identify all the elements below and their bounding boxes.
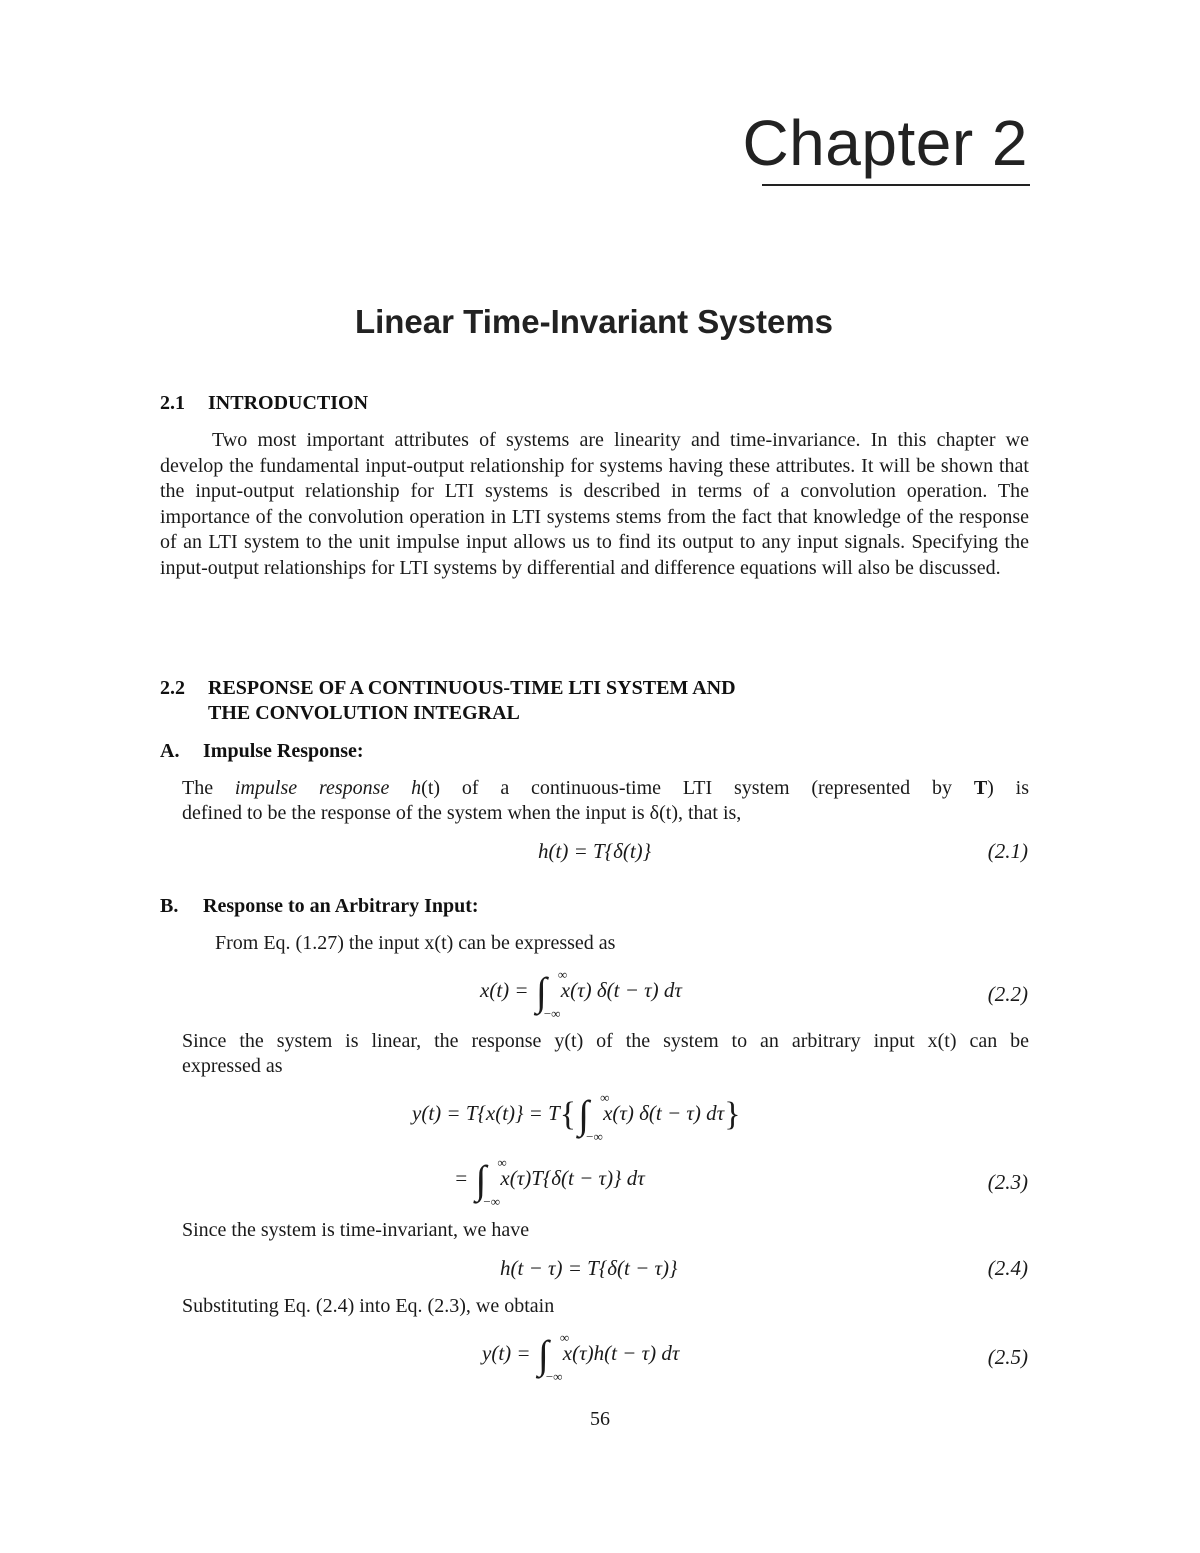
page-number: 56 [590, 1408, 610, 1430]
subsection-letter: A. [160, 740, 180, 762]
section-number: 2.1 [160, 392, 185, 414]
equation-2-4: h(t − τ) = T{δ(t − τ)} [500, 1256, 678, 1280]
section-title-line1: RESPONSE OF A CONTINUOUS-TIME LTI SYSTEM AND [208, 677, 736, 699]
from-eq-text: From Eq. (1.27) the input x(t) can be expressed as [215, 932, 616, 954]
section-title: INTRODUCTION [208, 392, 369, 414]
chapter-label: Chapter 2 [742, 107, 1028, 179]
substituting-text: Substituting Eq. (2.4) into Eq. (2.3), we obtain [182, 1295, 555, 1317]
subsection-heading-a [160, 740, 364, 763]
since-ti-text: Since the system is time-invariant, we have [182, 1219, 530, 1241]
equation-number-2-5: (2.5) [987, 1345, 1028, 1369]
integral-sign: ∫ ∞ −∞ [535, 967, 568, 1021]
subsection-letter: B. [160, 895, 179, 917]
chapter-rule [762, 184, 1030, 186]
integral-sign: ∫ ∞ −∞ [475, 1155, 507, 1209]
intro-paragraph [160, 428, 1029, 581]
equation-2-3-line2: = ∫ ∞ −∞ x(τ)T{δ(t − τ)} dτ [454, 1155, 645, 1209]
subsection-heading-b [160, 895, 479, 918]
section-heading-intro [160, 392, 368, 415]
section-title-line2: THE CONVOLUTION INTEGRAL [208, 702, 520, 724]
chapter-title: Linear Time-Invariant Systems [354, 303, 834, 340]
section-number: 2.2 [160, 677, 185, 699]
equation-number-2-3: (2.3) [987, 1170, 1028, 1194]
since-linear-line1: Since the system is linear, the response y(t) of the system to an arbitrary input x(t) can be [182, 1030, 1029, 1052]
equation-2-2: x(t) = ∫ ∞ −∞ x(τ) δ(t − τ) dτ [480, 967, 682, 1021]
impulse-paragraph-line1: The impulse response h(t) of a continuous-time LTI system (represented by T) is [182, 777, 1029, 799]
integral-sign: ∫ ∞ −∞ [537, 1330, 570, 1384]
since-linear-line2: expressed as [182, 1055, 283, 1077]
equation-2-3-line1: y(t) = T{x(t)} = T{∫ ∞ −∞ x(τ) δ(t − τ) dτ} [412, 1090, 741, 1144]
equation-number-2-1: (2.1) [987, 839, 1028, 863]
equation-number-2-4: (2.4) [987, 1256, 1028, 1280]
subsection-title: Impulse Response: [203, 740, 364, 762]
integral-sign: ∫ ∞ −∞ [578, 1090, 610, 1144]
intro-text: Two most important attributes of systems are linearity and time-invariance. In this chapter we develop the fundamental input-output relationship for systems having these attributes. It will be shown that the input-output relationship for LTI systems is described in terms of a convolution operation. The importance of the convolution operation in LTI systems stems from the fact that knowledge of the response of an LTI system to the unit impulse input allows us to find its output to any input signals. Specifying the input-output relationships for LTI systems by differential and difference equations will also be discussed. [160, 429, 1029, 579]
subsection-title: Response to an Arbitrary Input: [203, 895, 479, 917]
impulse-paragraph-line2: defined to be the response of the system when the input is δ(t), that is, [182, 802, 742, 824]
equation-2-5: y(t) = ∫ ∞ −∞ x(τ)h(t − τ) dτ [482, 1330, 680, 1384]
equation-2-1: h(t) = T{δ(t)} [538, 839, 652, 863]
section-heading-response [160, 677, 736, 700]
equation-number-2-2: (2.2) [987, 982, 1028, 1006]
